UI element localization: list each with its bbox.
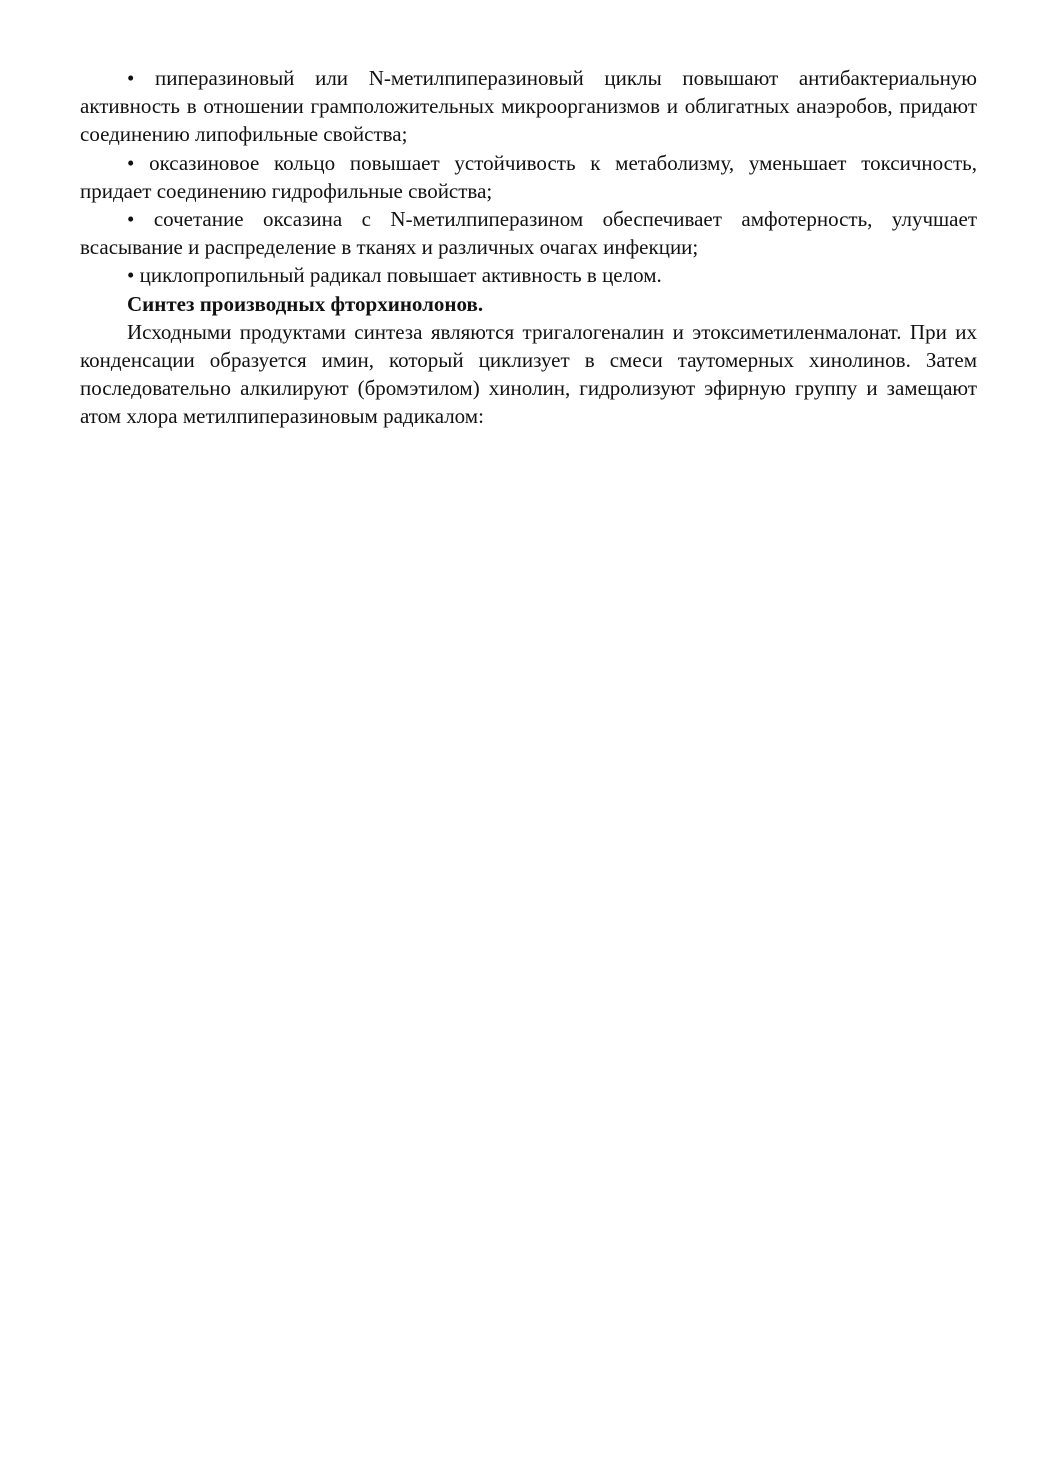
- document-body: [80, 64, 977, 431]
- synthesis-paragraph: Исходными продуктами синтеза являются тригалогеналин и этоксиметиленмалонат. При их конденсации образуется имин, который циклизует в смеси таутомерных хинолинов. Затем последовательно алкилируют (бромэтилом) хинолин, гидролизуют эфирную группу и замещают атом хлора метилпиперазиновым радикалом:: [80, 319, 977, 429]
- bullet-oxazine-methylpiperazine: • сочетание оксазина с N-метилпиперазином обеспечивает амфотерность, улучшает всасывание и распределение в тканях и различных очагах инфекции;: [80, 207, 977, 260]
- section-heading: Синтез производных фторхинолонов.: [127, 291, 484, 316]
- bullet-cyclopropyl: • циклопропильный радикал повышает активность в целом.: [127, 263, 662, 288]
- bullet-piperazine: • пиперазиновый или N-метилпиперазиновый циклы повышают антибактериальную активность в отношении грамположительных микроорганизмов и облигатных анаэробов, придают соединению липофильные свойства;: [80, 66, 977, 147]
- bullet-oxazine-ring: • оксазиновое кольцо повышает устойчивость к метаболизму, уменьшает токсичность, придает соединению гидрофильные свойства;: [80, 150, 977, 203]
